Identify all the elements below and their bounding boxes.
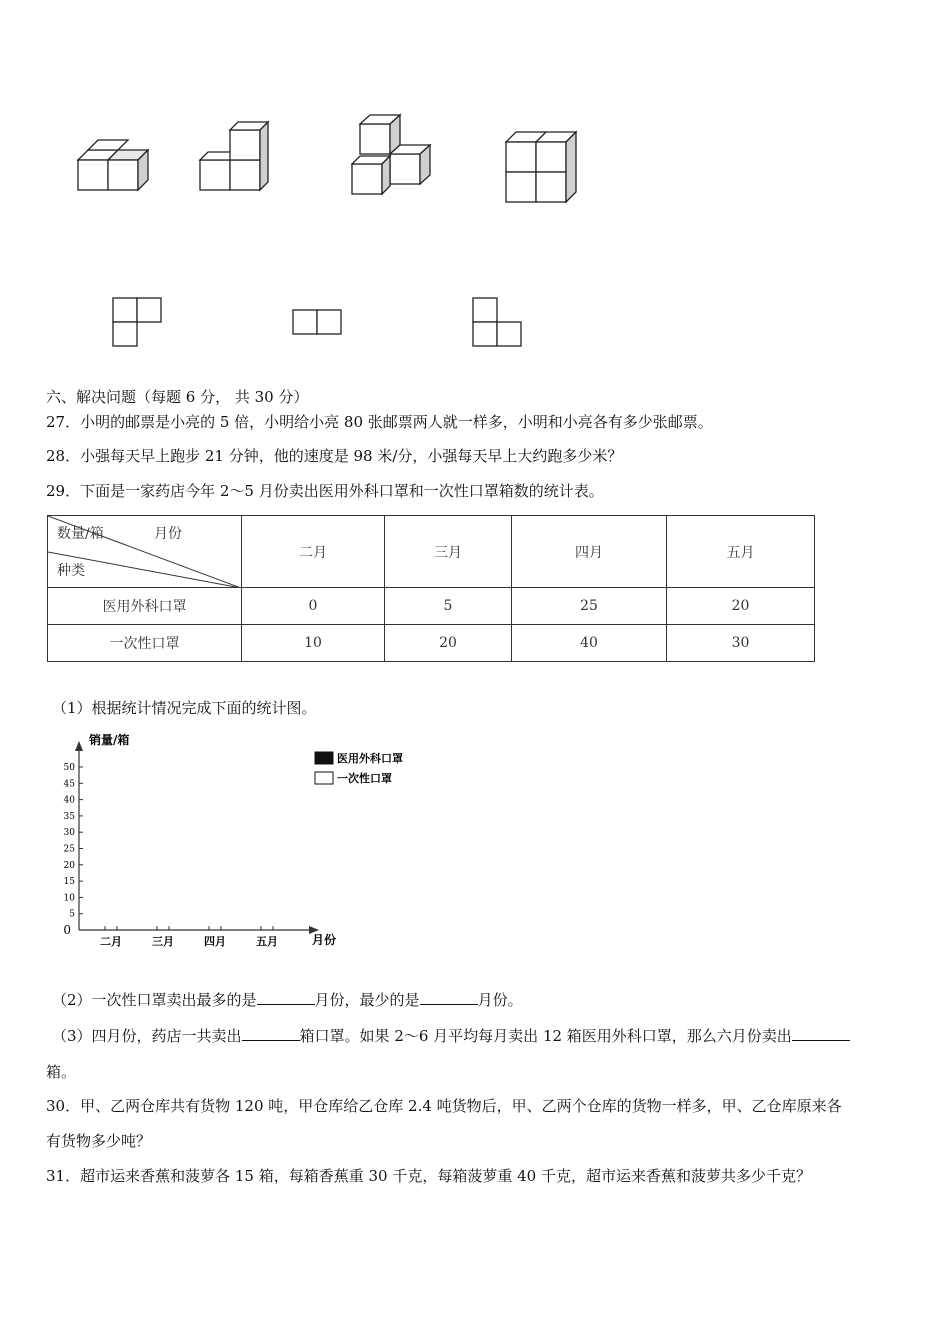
y-tick-label: 0 (63, 923, 71, 937)
part-3-text-b: 箱口罩。如果 2～6 月平均每月卖出 12 箱医用外科口罩，那么六月份卖出 (299, 1027, 792, 1045)
y-tick-label: 35 (63, 811, 75, 822)
y-tick-label: 5 (69, 909, 75, 920)
y-tick-label: 15 (63, 877, 75, 888)
x-tick-label: 三月 (152, 935, 174, 948)
cube-figure-4 (506, 132, 576, 202)
stats-table (47, 515, 815, 662)
corner-month-label: 月份 (154, 526, 182, 542)
part-3 (52, 1025, 850, 1046)
month-header: 三月 (385, 516, 512, 588)
question-31: 31．超市运来香蕉和菠萝各 15 箱，每箱香蕉重 30 千克，每箱菠萝重 40 千克，超市运来香蕉和菠萝共多少千克？ (46, 1167, 811, 1185)
answer-blank-april-total[interactable] (242, 1026, 300, 1041)
table-cell: 30 (667, 625, 815, 662)
y-axis-arrow (75, 741, 83, 751)
y-tick-label: 45 (63, 779, 75, 790)
corner-qty-label: 数量/箱 (57, 526, 104, 542)
y-tick-label: 20 (63, 860, 75, 871)
legend-label-disposable: 一次性口罩 (337, 772, 392, 785)
table-row (48, 588, 815, 625)
table-cell: 40 (512, 625, 667, 662)
cube-figure-3 (352, 115, 430, 194)
y-axis-label: 销量/箱 (89, 733, 130, 747)
y-tick-label: 10 (63, 893, 75, 904)
month-header: 五月 (667, 516, 815, 588)
section-heading: 六、解决问题（每题 6 分， 共 30 分） (46, 388, 309, 406)
y-tick-label: 50 (63, 763, 75, 773)
legend-label-surgical: 医用外科口罩 (337, 752, 403, 765)
part-2-text-a: （2）一次性口罩卖出最多的是 (52, 991, 257, 1009)
chart-legend (315, 751, 403, 785)
part-2 (52, 989, 523, 1010)
question-30-line-1: 30．甲、乙两仓库共有货物 120 吨，甲仓库给乙仓库 2.4 吨货物后，甲、乙两个仓库的货物一样多，甲、乙仓库原来各 (46, 1097, 842, 1115)
cube-figure-1 (78, 140, 148, 190)
question-27: 27．小明的邮票是小亮的 5 倍，小明给小亮 80 张邮票两人就一样多，小明和小亮各有多少张邮票。 (46, 413, 713, 431)
answer-blank-most[interactable] (257, 990, 315, 1005)
legend-swatch-disposable (315, 772, 333, 784)
part-3-text-a: （3）四月份，药店一共卖出 (52, 1027, 242, 1045)
table-cell: 20 (667, 588, 815, 625)
row-label: 一次性口罩 (48, 625, 242, 662)
part-3-end: 箱。 (46, 1063, 77, 1081)
x-tick-label: 五月 (256, 935, 278, 948)
y-tick-label: 40 (63, 795, 75, 806)
question-30-line-2: 有货物多少吨？ (46, 1132, 152, 1150)
view-shape-1 (113, 298, 161, 346)
view-shapes (100, 290, 540, 354)
part-2-text-b: 月份，最少的是 (314, 991, 420, 1009)
table-cell: 20 (385, 625, 512, 662)
part-2-text-c: 月份。 (477, 991, 523, 1009)
row-label: 医用外科口罩 (48, 588, 242, 625)
month-header: 四月 (512, 516, 667, 588)
x-tick-label: 四月 (204, 935, 226, 948)
month-header: 二月 (242, 516, 385, 588)
table-corner-header (48, 516, 242, 588)
view-shape-3 (473, 298, 521, 346)
corner-kind-label: 种类 (57, 563, 85, 579)
answer-blank-least[interactable] (420, 990, 478, 1005)
answer-blank-june[interactable] (792, 1026, 850, 1041)
x-tick-label: 二月 (100, 935, 122, 948)
x-axis-label: 月份 (312, 933, 337, 947)
view-shape-2 (293, 310, 341, 334)
table-cell: 25 (512, 588, 667, 625)
part-1-instruction: （1）根据统计情况完成下面的统计图。 (52, 699, 317, 717)
legend-swatch-surgical (315, 752, 333, 764)
question-28: 28．小强每天早上跑步 21 分钟，他的速度是 98 米/分，小强每天早上大约跑多少米？ (46, 447, 623, 465)
bar-chart (55, 725, 435, 955)
table-row (48, 625, 815, 662)
y-tick-label: 25 (63, 844, 75, 855)
cube-figure-2 (200, 122, 268, 190)
table-cell: 0 (242, 588, 385, 625)
table-cell: 10 (242, 625, 385, 662)
table-cell: 5 (385, 588, 512, 625)
cube-figures (70, 110, 590, 210)
y-tick-label: 30 (63, 828, 75, 839)
question-29: 29．下面是一家药店今年 2～5 月份卖出医用外科口罩和一次性口罩箱数的统计表。 (46, 482, 604, 500)
